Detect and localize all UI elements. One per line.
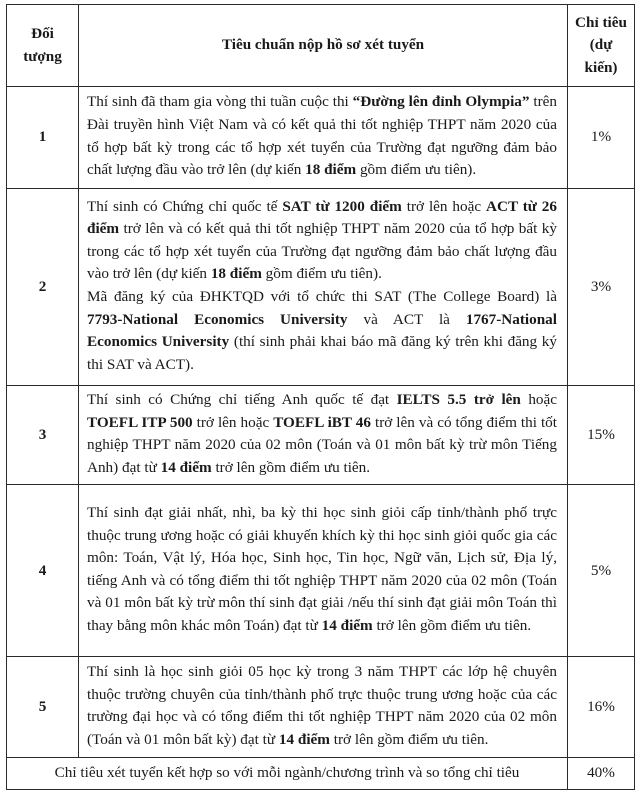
text-run: hoặc xyxy=(520,391,557,408)
text-run: trở lên gồm điểm ưu tiên. xyxy=(211,458,371,476)
text-run: trên Đài truyền hình Việt Nam và có kết quả thi tốt nghiệp THPT năm 2020 của tổ hợp bất kỳ trong các tổ hợp xét tuyển của Trường đạt ngưỡng đảm bảo chất lượng đầu vào trở lên (dự kiến xyxy=(87,93,557,179)
footer-quota: 40% xyxy=(568,758,635,790)
emphasized-text: 7793-National Economics University xyxy=(87,310,348,328)
row-criteria xyxy=(79,657,568,758)
criteria-paragraph xyxy=(87,502,557,638)
criteria-paragraph xyxy=(87,389,557,479)
emphasized-text: SAT từ 1200 điểm xyxy=(282,197,402,215)
text-run: Thí sinh có Chứng chỉ tiếng Anh quốc tế đạt xyxy=(87,391,397,408)
text-run: Mã đăng ký của ĐHKTQD với tổ chức thi SAT (The College Board) là xyxy=(87,288,557,305)
text-run: (thí sinh phải khai báo mã đăng ký trên khi đăng ký thi SAT và ACT). xyxy=(87,333,557,373)
header-row xyxy=(7,5,635,87)
criteria-paragraph xyxy=(87,661,557,751)
text-run: trở lên và có kết quả thi tốt nghiệp THPT năm 2020 của tổ hợp bất kỳ trong các tổ hợp xét tuyển của Trường đạt ngưỡng đảm bảo chất lượng đầu vào trở lên (dự kiến xyxy=(87,220,557,283)
row-criteria xyxy=(79,189,568,386)
text-run: Thí sinh đã tham gia vòng thi tuần cuộc thi xyxy=(87,93,353,111)
emphasized-text: 1767-National Economics University xyxy=(87,310,557,351)
emphasized-text: TOEFL iBT 46 xyxy=(273,413,371,431)
emphasized-text: ACT từ 26 điểm xyxy=(87,197,557,238)
emphasized-text: “Đường lên đỉnh Olympia” xyxy=(352,93,530,111)
emphasized-text: TOEFL ITP 500 xyxy=(87,413,193,431)
row-subject-number: 2 xyxy=(7,189,79,386)
row-quota: 5% xyxy=(568,485,635,657)
header-quota: Chỉ tiêu (dự kiến) xyxy=(568,5,635,87)
criteria-paragraph-registration-code xyxy=(87,286,557,376)
text-run: trở lên gồm điểm ưu tiên. xyxy=(372,617,532,635)
header-criteria: Tiêu chuẩn nộp hồ sơ xét tuyển xyxy=(79,5,568,87)
row-criteria xyxy=(79,386,568,485)
row-criteria xyxy=(79,485,568,657)
text-run: trở lên hoặc xyxy=(401,197,487,215)
row-subject-number: 3 xyxy=(7,386,79,485)
emphasized-text: IELTS 5.5 trở lên xyxy=(396,391,521,408)
table-row xyxy=(7,87,635,189)
emphasized-text: 18 điểm xyxy=(210,265,262,283)
text-run: Thí sinh đạt giải nhất, nhì, ba kỳ thi học sinh giỏi cấp tỉnh/thành phố trực thuộc trung ương hoặc có giải khuyến khích kỳ thi học sinh giỏi quốc gia các môn: Toán, Vật lý, Hóa học, Sinh học, Tin học, Ngữ văn, Lịch sử, Địa lý, tiếng Anh và có tổng điểm thi tốt nghiệp THPT năm 2020 của 02 môn (Toán và 01 môn bất kỳ trừ môn thí sinh đạt giải /nếu thí sinh đạt giải môn Toán thì thay bằng môn khác môn Toán) đạt từ xyxy=(87,504,557,635)
emphasized-text: 18 điểm xyxy=(305,161,357,179)
row-quota: 1% xyxy=(568,87,635,189)
header-subject: Đối tượng xyxy=(7,5,79,87)
table-row xyxy=(7,485,635,657)
row-quota: 15% xyxy=(568,386,635,485)
admission-criteria-table xyxy=(6,4,635,790)
row-subject-number: 5 xyxy=(7,657,79,758)
text-run: gồm điểm ưu tiên). xyxy=(356,161,477,179)
text-run: trở lên hoặc xyxy=(192,413,274,431)
footer-row xyxy=(7,758,635,790)
emphasized-text: 14 điểm xyxy=(160,458,212,476)
row-subject-number: 1 xyxy=(7,87,79,189)
row-subject-number: 4 xyxy=(7,485,79,657)
criteria-paragraph xyxy=(87,91,557,181)
criteria-paragraph xyxy=(87,196,557,286)
table-row xyxy=(7,189,635,386)
row-quota: 16% xyxy=(568,657,635,758)
table-row xyxy=(7,657,635,758)
text-run: và ACT là xyxy=(347,310,466,328)
text-run: trở lên gồm điểm ưu tiên. xyxy=(329,730,489,748)
row-quota: 3% xyxy=(568,189,635,386)
text-run: gồm điểm ưu tiên). xyxy=(261,265,382,283)
table-row xyxy=(7,386,635,485)
footer-label: Chỉ tiêu xét tuyển kết hợp so với mỗi ngành/chương trình và so tổng chỉ tiêu xyxy=(7,758,568,790)
emphasized-text: 14 điểm xyxy=(278,730,330,748)
text-run: Thí sinh là học sinh giỏi 05 học kỳ trong 3 năm THPT các lớp hệ chuyên thuộc trường chuyên của tỉnh/thành phố trực thuộc trung ương hoặc của các trường đại học và có tổng điểm thi tốt nghiệp THPT năm 2020 của 02 môn (Toán và 01 môn bất kỳ) đạt từ xyxy=(87,663,557,748)
row-criteria xyxy=(79,87,568,189)
text-run: trở lên và có tổng điểm thi tốt nghiệp THPT năm 2020 của 02 môn (Toán và 01 môn bất kỳ trừ môn Tiếng Anh) đạt từ xyxy=(87,413,557,476)
text-run: Thí sinh có Chứng chỉ quốc tế xyxy=(87,197,283,215)
emphasized-text: 14 điểm xyxy=(321,617,373,635)
